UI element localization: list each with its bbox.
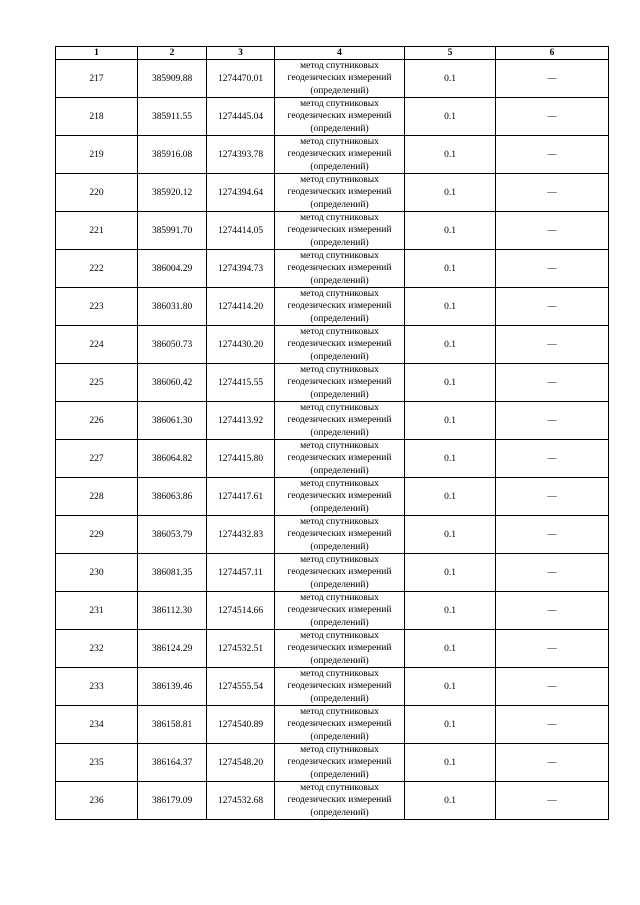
method-cell: метод спутниковых геодезических измерений (определений): [275, 478, 405, 516]
point-number-cell: 234: [56, 706, 138, 744]
method-cell: метод спутниковых геодезических измерений (определений): [275, 136, 405, 174]
x-coordinate-cell: 385916.08: [138, 136, 207, 174]
accuracy-cell: 0.1: [405, 174, 496, 212]
accuracy-cell: 0.1: [405, 60, 496, 98]
y-coordinate-cell: 1274470.01: [207, 60, 275, 98]
x-coordinate-cell: 386031.80: [138, 288, 207, 326]
y-coordinate-cell: 1274540.89: [207, 706, 275, 744]
column-header: 1: [56, 47, 138, 60]
column-header: 4: [275, 47, 405, 60]
point-number-cell: 235: [56, 744, 138, 782]
table-body: [56, 60, 609, 820]
point-number-cell: 219: [56, 136, 138, 174]
y-coordinate-cell: 1274445.04: [207, 98, 275, 136]
table-row: [56, 478, 609, 516]
x-coordinate-cell: 386164.37: [138, 744, 207, 782]
point-number-cell: 225: [56, 364, 138, 402]
note-cell: —: [496, 98, 609, 136]
x-coordinate-cell: 385911.55: [138, 98, 207, 136]
note-cell: —: [496, 744, 609, 782]
x-coordinate-cell: 386061.30: [138, 402, 207, 440]
table-row: [56, 744, 609, 782]
method-cell: метод спутниковых геодезических измерений (определений): [275, 326, 405, 364]
table-row: [56, 516, 609, 554]
x-coordinate-cell: 386179.09: [138, 782, 207, 820]
table-row: [56, 60, 609, 98]
table-row: [56, 98, 609, 136]
table-row: [56, 174, 609, 212]
note-cell: —: [496, 782, 609, 820]
accuracy-cell: 0.1: [405, 288, 496, 326]
x-coordinate-cell: 386158.81: [138, 706, 207, 744]
note-cell: —: [496, 212, 609, 250]
method-cell: метод спутниковых геодезических измерений (определений): [275, 592, 405, 630]
method-cell: метод спутниковых геодезических измерений (определений): [275, 288, 405, 326]
accuracy-cell: 0.1: [405, 250, 496, 288]
accuracy-cell: 0.1: [405, 592, 496, 630]
table-row: [56, 440, 609, 478]
y-coordinate-cell: 1274393.78: [207, 136, 275, 174]
note-cell: —: [496, 706, 609, 744]
method-cell: метод спутниковых геодезических измерений (определений): [275, 250, 405, 288]
method-cell: метод спутниковых геодезических измерений (определений): [275, 554, 405, 592]
method-cell: метод спутниковых геодезических измерений (определений): [275, 98, 405, 136]
table-row: [56, 402, 609, 440]
y-coordinate-cell: 1274514.66: [207, 592, 275, 630]
table-row: [56, 706, 609, 744]
method-cell: метод спутниковых геодезических измерений (определений): [275, 630, 405, 668]
method-cell: метод спутниковых геодезических измерений (определений): [275, 668, 405, 706]
note-cell: —: [496, 554, 609, 592]
column-header: 5: [405, 47, 496, 60]
y-coordinate-cell: 1274457.11: [207, 554, 275, 592]
point-number-cell: 236: [56, 782, 138, 820]
note-cell: —: [496, 630, 609, 668]
x-coordinate-cell: 386053.79: [138, 516, 207, 554]
method-cell: метод спутниковых геодезических измерений (определений): [275, 440, 405, 478]
column-header: 6: [496, 47, 609, 60]
coordinates-table: [55, 46, 609, 820]
point-number-cell: 224: [56, 326, 138, 364]
accuracy-cell: 0.1: [405, 782, 496, 820]
accuracy-cell: 0.1: [405, 744, 496, 782]
note-cell: —: [496, 326, 609, 364]
table-row: [56, 250, 609, 288]
note-cell: —: [496, 668, 609, 706]
method-cell: метод спутниковых геодезических измерений (определений): [275, 212, 405, 250]
note-cell: —: [496, 250, 609, 288]
method-cell: метод спутниковых геодезических измерений (определений): [275, 174, 405, 212]
point-number-cell: 231: [56, 592, 138, 630]
x-coordinate-cell: 385991.70: [138, 212, 207, 250]
column-header: 3: [207, 47, 275, 60]
table-row: [56, 212, 609, 250]
table-row: [56, 326, 609, 364]
x-coordinate-cell: 385920.12: [138, 174, 207, 212]
point-number-cell: 232: [56, 630, 138, 668]
point-number-cell: 222: [56, 250, 138, 288]
point-number-cell: 220: [56, 174, 138, 212]
table-row: [56, 592, 609, 630]
point-number-cell: 226: [56, 402, 138, 440]
point-number-cell: 229: [56, 516, 138, 554]
method-cell: метод спутниковых геодезических измерений (определений): [275, 782, 405, 820]
accuracy-cell: 0.1: [405, 478, 496, 516]
table-row: [56, 668, 609, 706]
x-coordinate-cell: 386124.29: [138, 630, 207, 668]
method-cell: метод спутниковых геодезических измерений (определений): [275, 402, 405, 440]
y-coordinate-cell: 1274415.80: [207, 440, 275, 478]
note-cell: —: [496, 516, 609, 554]
method-cell: метод спутниковых геодезических измерений (определений): [275, 744, 405, 782]
table-row: [56, 554, 609, 592]
point-number-cell: 233: [56, 668, 138, 706]
accuracy-cell: 0.1: [405, 136, 496, 174]
y-coordinate-cell: 1274414.05: [207, 212, 275, 250]
accuracy-cell: 0.1: [405, 554, 496, 592]
y-coordinate-cell: 1274414.20: [207, 288, 275, 326]
accuracy-cell: 0.1: [405, 212, 496, 250]
accuracy-cell: 0.1: [405, 98, 496, 136]
y-coordinate-cell: 1274417.61: [207, 478, 275, 516]
y-coordinate-cell: 1274548.20: [207, 744, 275, 782]
note-cell: —: [496, 402, 609, 440]
point-number-cell: 228: [56, 478, 138, 516]
note-cell: —: [496, 174, 609, 212]
note-cell: —: [496, 60, 609, 98]
x-coordinate-cell: 386112.30: [138, 592, 207, 630]
y-coordinate-cell: 1274532.68: [207, 782, 275, 820]
point-number-cell: 230: [56, 554, 138, 592]
note-cell: —: [496, 364, 609, 402]
point-number-cell: 227: [56, 440, 138, 478]
method-cell: метод спутниковых геодезических измерений (определений): [275, 60, 405, 98]
x-coordinate-cell: 386139.46: [138, 668, 207, 706]
note-cell: —: [496, 440, 609, 478]
x-coordinate-cell: 386004.29: [138, 250, 207, 288]
y-coordinate-cell: 1274394.73: [207, 250, 275, 288]
table-row: [56, 288, 609, 326]
table-row: [56, 630, 609, 668]
table-row: [56, 136, 609, 174]
y-coordinate-cell: 1274394.64: [207, 174, 275, 212]
table-row: [56, 782, 609, 820]
column-header: 2: [138, 47, 207, 60]
accuracy-cell: 0.1: [405, 364, 496, 402]
y-coordinate-cell: 1274413.92: [207, 402, 275, 440]
point-number-cell: 218: [56, 98, 138, 136]
x-coordinate-cell: 386063.86: [138, 478, 207, 516]
y-coordinate-cell: 1274430.20: [207, 326, 275, 364]
method-cell: метод спутниковых геодезических измерений (определений): [275, 516, 405, 554]
table-header-row: [56, 47, 609, 60]
point-number-cell: 221: [56, 212, 138, 250]
x-coordinate-cell: 386050.73: [138, 326, 207, 364]
accuracy-cell: 0.1: [405, 516, 496, 554]
accuracy-cell: 0.1: [405, 706, 496, 744]
accuracy-cell: 0.1: [405, 326, 496, 364]
x-coordinate-cell: 386064.82: [138, 440, 207, 478]
method-cell: метод спутниковых геодезических измерений (определений): [275, 706, 405, 744]
note-cell: —: [496, 478, 609, 516]
note-cell: —: [496, 592, 609, 630]
x-coordinate-cell: 386060.42: [138, 364, 207, 402]
x-coordinate-cell: 386081.35: [138, 554, 207, 592]
accuracy-cell: 0.1: [405, 440, 496, 478]
table-row: [56, 364, 609, 402]
note-cell: —: [496, 288, 609, 326]
point-number-cell: 223: [56, 288, 138, 326]
y-coordinate-cell: 1274415.55: [207, 364, 275, 402]
accuracy-cell: 0.1: [405, 630, 496, 668]
point-number-cell: 217: [56, 60, 138, 98]
y-coordinate-cell: 1274555.54: [207, 668, 275, 706]
accuracy-cell: 0.1: [405, 402, 496, 440]
y-coordinate-cell: 1274432.83: [207, 516, 275, 554]
x-coordinate-cell: 385909.88: [138, 60, 207, 98]
y-coordinate-cell: 1274532.51: [207, 630, 275, 668]
method-cell: метод спутниковых геодезических измерений (определений): [275, 364, 405, 402]
note-cell: —: [496, 136, 609, 174]
accuracy-cell: 0.1: [405, 668, 496, 706]
